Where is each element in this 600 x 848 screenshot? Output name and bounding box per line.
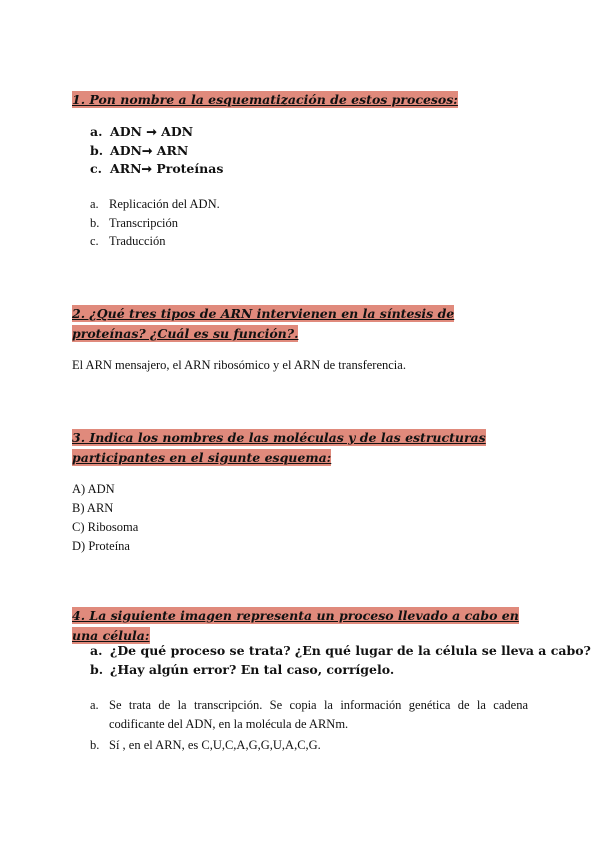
list-item: b. Sí , en el ARN, es C,U,C,A,G,G,U,A,C,G. — [90, 738, 321, 752]
list-item: C) Ribosoma — [72, 520, 139, 534]
list-item: A) ADN — [72, 482, 115, 496]
list-item: b. ¿Hay algún error? En tal caso, corrígelo. — [90, 661, 395, 677]
question-3-answers — [72, 480, 138, 556]
question-2-answer: El ARN mensajero, el ARN ribosómico y el ARN de transferencia. — [72, 358, 406, 372]
question-4-heading: 4. La siguiente imagen representa un proceso llevado a cabo en una célula: — [72, 608, 519, 643]
list-item: c. Traducción — [90, 234, 166, 248]
list-item: a. Replicación del ADN. — [90, 197, 220, 211]
list-item: b. Transcripción — [90, 215, 178, 230]
question-1-subitems — [90, 123, 223, 179]
list-item: a. ¿De qué proceso se trata? ¿En qué lugar de la célula se lleva a cabo? — [90, 643, 591, 658]
list-item: a. ADN ➞ ADN — [90, 124, 194, 139]
list-item: c. ARN➞ Proteínas — [90, 161, 224, 176]
list-item: B) ARN — [72, 501, 114, 515]
question-1-heading: 1. Pon nombre a la esquematización de estos procesos: — [72, 92, 458, 107]
question-4-answers — [90, 696, 528, 758]
list-item: D) Proteína — [72, 539, 130, 553]
question-4-subitems — [90, 642, 591, 679]
question-2-heading: 2. ¿Qué tres tipos de ARN intervienen en la síntesis de proteínas? ¿Cuál es su función?. — [72, 306, 455, 341]
question-1-answers — [90, 195, 220, 251]
question-3-heading: 3. Indica los nombres de las moléculas y de las estructuras participantes en el sigunte esquema: — [72, 430, 486, 465]
list-item: a. Se trata de la transcripción. Se copia la información genética de la cadena codificante del ADN, en la molécula de ARNm. — [90, 698, 528, 731]
list-item: b. ADN➞ ARN — [90, 142, 189, 158]
